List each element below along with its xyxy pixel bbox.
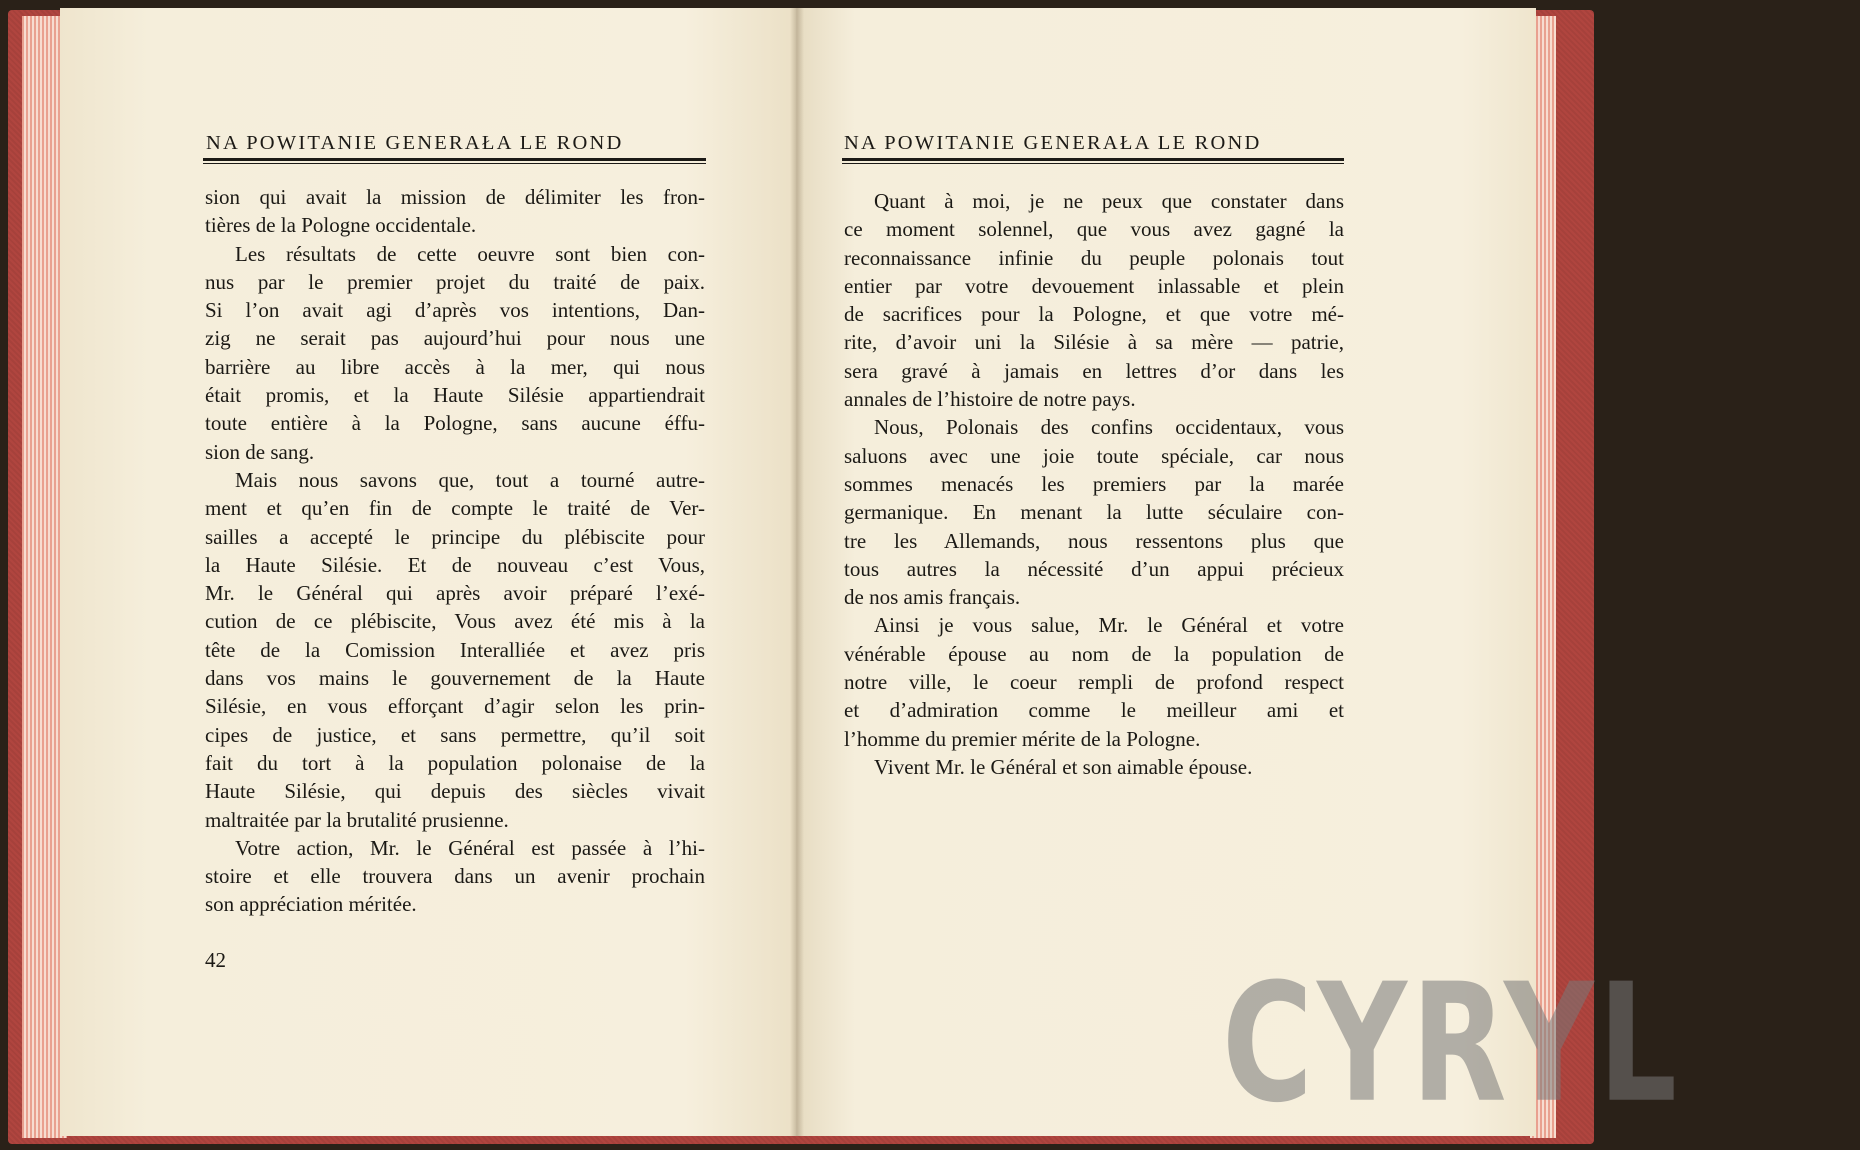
text-line: barrière au libre accès à la mer, qui nous (205, 354, 705, 379)
text-line: la Haute Silésie. Et de nouveau c’est Vous, (205, 552, 705, 577)
text-line: de nos amis français. (844, 585, 1021, 610)
text-line: ce moment solennel, que vous avez gagné la (844, 217, 1344, 242)
text-line: sion qui avait la mission de délimiter les fron- (205, 185, 705, 209)
text-line: entier par votre devouement inlassable et plein (844, 273, 1344, 298)
text-line: Votre action, Mr. le Général est passée à l’hi- (235, 835, 705, 860)
text-line: stoire et elle trouvera dans un avenir prochain (205, 864, 705, 889)
text-line: Mais nous savons que, tout a tourné autre- (235, 467, 705, 492)
text-line: sion de sang. (205, 439, 315, 464)
text-line: Nous, Polonais des confins occidentaux, vous (874, 415, 1344, 440)
text-line: vénérable épouse au nom de la population de (844, 641, 1344, 666)
text-line: l’homme du premier mérite de la Pologne. (844, 726, 1201, 751)
text-line: son appréciation méritée. (205, 892, 417, 917)
text-line: saluons avec une joie toute spéciale, car nous (844, 443, 1344, 468)
page-number: 42 (205, 948, 226, 972)
right-head-rule-thick (842, 158, 1344, 161)
text-line: sailles a accepté le principe du plébiscite pour (205, 524, 705, 549)
text-line: tières de la Pologne occidentale. (205, 213, 477, 238)
text-line: Les résultats de cette oeuvre sont bien con- (235, 241, 705, 266)
text-line: nus par le premier projet du traité de paix. (205, 269, 705, 294)
text-line: germanique. En menant la lutte séculaire con- (844, 500, 1344, 525)
text-line: maltraitée par la brutalité prusienne. (205, 807, 509, 832)
right-page-body (844, 187, 1344, 781)
text-line: annales de l’histoire de notre pays. (844, 387, 1136, 412)
cyryl-watermark-logo (1222, 947, 1860, 1139)
text-line: tre les Allemands, nous ressentons plus que (844, 528, 1344, 553)
text-line: Si l’on avait agi d’après vos intentions, Dan- (205, 298, 705, 323)
text-line: Ainsi je vous salue, Mr. le Général et votre (874, 613, 1344, 638)
text-line: Silésie, en vous efforçant d’agir selon les prin- (205, 694, 705, 719)
text-line: sommes menacés les premiers par la marée (844, 471, 1344, 496)
text-line: rite, d’avoir uni la Silésie à sa mère — patrie, (844, 330, 1344, 355)
text-line: sera gravé à jamais en lettres d’or dans les (844, 358, 1344, 383)
text-line: Quant à moi, je ne peux que constater dans (874, 189, 1344, 213)
text-line: tête de la Comission Interalliée et avez pris (205, 637, 705, 662)
book-gutter (790, 8, 804, 1136)
text-line: reconnaissance infinie du peuple polonais tout (844, 245, 1344, 270)
text-line: dans vos mains le gouvernement de la Haute (205, 666, 705, 691)
left-page-body (205, 183, 705, 919)
right-head-rule-thin (842, 163, 1344, 164)
text-line: cution de ce plébiscite, Vous avez été mis à la (205, 609, 705, 634)
text-line: ment et qu’en fin de compte le traité de Ver- (205, 496, 705, 521)
text-line: zig ne serait pas aujourd’hui pour nous une (205, 326, 705, 351)
left-head-rule-thick (203, 158, 706, 161)
right-running-head: NA POWITANIE GENERAŁA LE ROND (844, 132, 1262, 154)
text-line: Haute Silésie, qui depuis des siècles vivait (205, 779, 705, 804)
text-line: toute entière à la Pologne, sans aucune éffu- (205, 411, 705, 436)
text-line: tous autres la nécessité d’un appui précieux (844, 556, 1344, 581)
text-line: de sacrifices pour la Pologne, et que votre mé- (844, 302, 1344, 327)
left-running-head: NA POWITANIE GENERAŁA LE ROND (206, 132, 624, 154)
text-line: Vivent Mr. le Général et son aimable épouse. (874, 754, 1253, 779)
text-line: notre ville, le coeur rempli de profond respect (844, 670, 1344, 695)
left-head-rule-thin (203, 163, 706, 164)
text-line: fait du tort à la population polonaise de la (205, 750, 705, 775)
text-line: Mr. le Général qui après avoir préparé l’exé- (205, 581, 705, 606)
watermark-text: CYRYL (1222, 947, 1682, 1139)
text-line: et d’admiration comme le meilleur ami et (844, 698, 1344, 723)
text-line: cipes de justice, et sans permettre, qu’il soit (205, 722, 705, 747)
text-line: était promis, et la Haute Silésie appartiendrait (205, 383, 705, 408)
